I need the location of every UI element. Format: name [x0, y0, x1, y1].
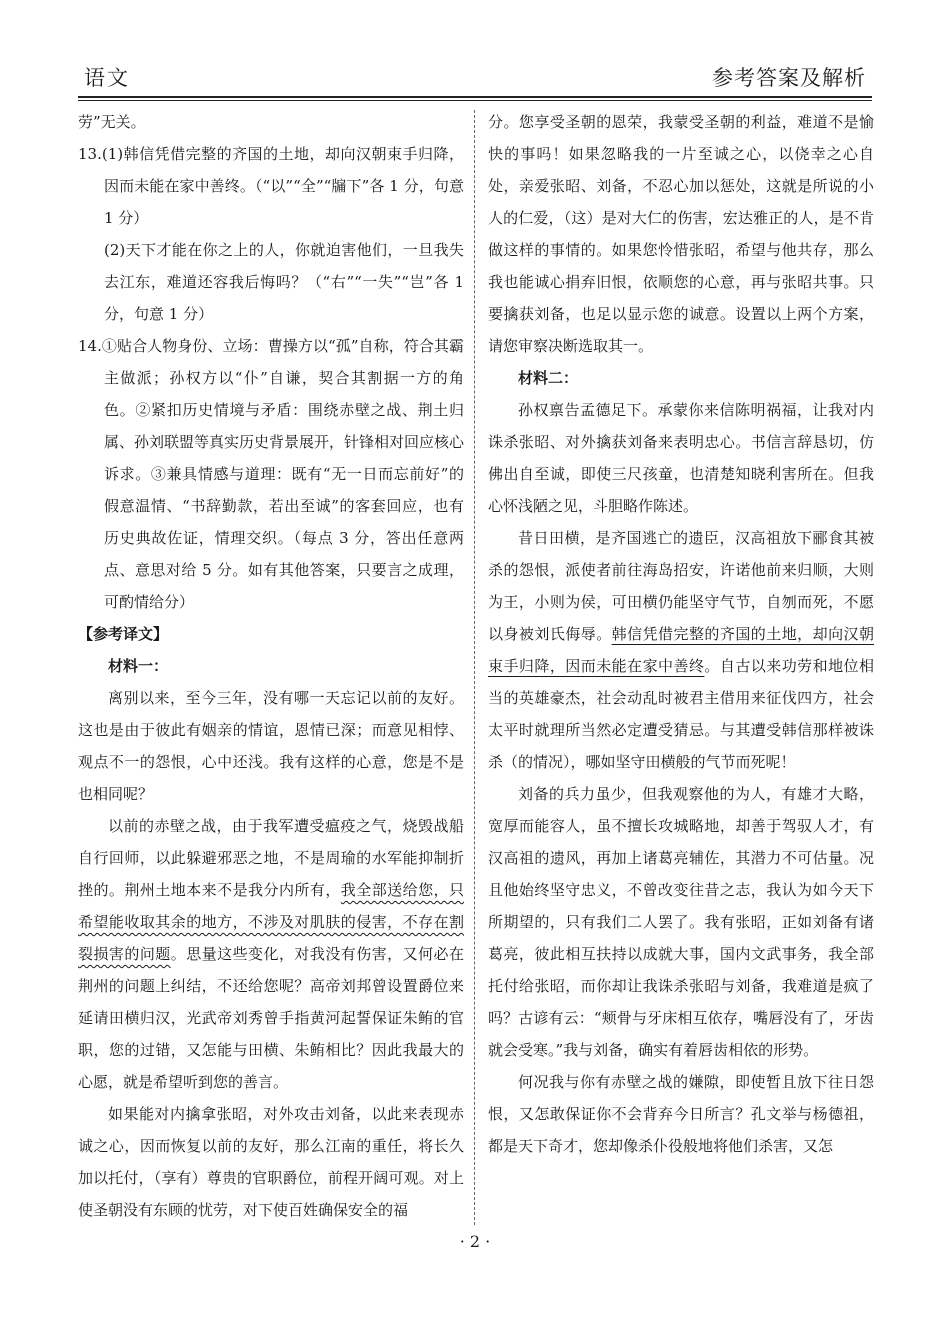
text-run: 。自古以来功劳和地位相当的英雄豪杰，社会动乱时被君主借用来征伐四方，社会太平时就理所当然必定遭受猜忌。与其遭受韩信那样被诛杀（的情况），哪如坚守田横般的气节而死呢！: [488, 657, 874, 771]
material-2-heading: 材料二：: [518, 369, 579, 387]
material-1-heading: 材料一：: [108, 657, 169, 675]
text-run: 以前的赤壁之战，由于我军遭受瘟疫之气，烧毁战船自行回师，以此躲避邪恶之地，不是周瑜的水军能抑制折挫的。荆州土地本来不是我分内所有，: [78, 817, 464, 899]
header-rule-thin: [78, 100, 872, 101]
material-2-paragraph: [488, 522, 874, 778]
wavy-underlined-text: 我全部送给您，只希望能收取其余的地方，不涉及对肌肤的侵害，不存在割裂损害的问题: [78, 881, 464, 963]
material-1-paragraph: [78, 810, 464, 1098]
material-1-paragraph: 离别以来，至今三年，没有哪一天忘记以前的友好。这也是由于彼此有姻亲的情谊，恩情已深；而意见相悖、观点不一的怨恨，心中还浅。我有这样的心意，您是不是也相同呢？: [78, 689, 464, 803]
underlined-text: 韩信凭借完整的齐国的土地，却向汉朝束手归降，因而未能在家中善终: [488, 625, 874, 675]
answer-14: 14.①贴合人物身份、立场：曹操方以“孤”自称，符合其霸主做派；孙权方以“仆”自谦，契合其割据一方的角色。②紧扣历史情境与矛盾：围绕赤壁之战、荆土归属、孙刘联盟等真实历史背景展开，针锋相对回应核心诉求。③兼具情感与道理：既有“无一日而忘前好”的假意温情、“书辞勤款，若出至诚”的客套回应，也有历史典故佐证，情理交织。（每点 3 分，答出任意两点、意思对给 5 分。如有其他答案，只要言之成理，可酌情给分）: [78, 337, 465, 611]
left-column: [78, 106, 464, 1226]
material-1-paragraph: 如果能对内擒拿张昭，对外攻击刘备，以此来表现赤诚之心，因而恢复以前的友好，那么江南的重任，将长久加以托付，（享有）尊贵的官职爵位，前程开阔可观。对上使圣朝没有东顾的忧劳，对下使百姓确保安全的福: [78, 1105, 464, 1219]
reference-translation-heading: 【参考译文】: [78, 625, 169, 643]
page-number: · 2 ·: [459, 1232, 491, 1251]
answer-13-1: 13.(1)韩信凭借完整的齐国的土地，却向汉朝束手归降，因而未能在家中善终。（“以”“全”“牖下”各 1 分，句意 1 分）: [78, 145, 464, 227]
page-header: [78, 52, 872, 98]
material-2-paragraph: 刘备的兵力虽少，但我观察他的为人，有雄才大略，宽厚而能容人，虽不擅长攻城略地，却善于驾驭人才，有汉高祖的遗风，再加上诸葛亮辅佐，其潜力不可估量。况且他始终坚守忠义，不曾改变往昔之志，我认为如今天下所期望的，只有我们二人罢了。我有张昭，正如刘备有诸葛亮，彼此相互扶持以成就大事，国内文武事务，我全部托付给张昭，而你却让我诛杀张昭与刘备，我难道是疯了吗？古谚有云：“颊骨与牙床相互依存，嘴唇没有了，牙齿就会受寒。”我与刘备，确实有着唇齿相依的形势。: [488, 785, 874, 1059]
material-1-continued: 分。您享受圣朝的恩荣，我蒙受圣朝的利益，难道不是愉快的事吗！如果忽略我的一片至诚之心，以侥幸之心自处，亲爱张昭、刘备，不忍心加以惩处，这就是所说的小人的仁爱，（这）是对大仁的伤害，宏达雅正的人，是不肯做这样的事情的。如果您怜惜张昭，希望与他共存，那么我也能诚心捐弃旧恨，依顺您的心意，再与张昭共事。只要擒获刘备，也足以显示您的诚意。设置以上两个方案，请您审察决断选取其一。: [488, 113, 874, 355]
subject-label: 语文: [84, 66, 130, 90]
answer-tail: 劳”无关。: [78, 113, 146, 131]
material-2-paragraph: 何况我与你有赤壁之战的嫌隙，即使暂且放下往日怨恨，又怎敢保证你不会背弃今日所言？孔文举与杨德祖，都是天下奇才，您却像杀仆役般地将他们杀害，又怎: [488, 1073, 874, 1155]
material-2-paragraph: 孙权禀告孟德足下。承蒙你来信陈明祸福，让我对内诛杀张昭、对外擒获刘备来表明忠心。书信言辞恳切，仿佛出自至诚，即使三尺孩童，也清楚知晓利害所在。但我心怀浅陋之见，斗胆略作陈述。: [488, 401, 874, 515]
right-column: [488, 106, 874, 1162]
text-run: 昔日田横，是齐国逃亡的遗臣，汉高祖放下郦食其被杀的怨恨，派使者前往海岛招安，许诺他前来归顺，大则为王，小则为侯，可田横仍能坚守气节，自刎而死，不愿以身被刘氏侮辱。: [488, 529, 874, 643]
column-divider: [474, 110, 475, 1225]
section-title: 参考答案及解析: [712, 66, 866, 90]
answer-13-2: (2)天下才能在你之上的人，你就迫害他们，一旦我失去江东，难道还容我后悔吗？（“右”“一失”“岂”各 1 分，句意 1 分）: [104, 241, 464, 323]
text-run: 。思量这些变化，对我没有伤害，又何必在荆州的问题上纠结，不还给您呢？高帝刘邦曾设置爵位来延请田横归汉，光武帝刘秀曾手指黄河起誓保证朱鲔的官职，您的过错，又怎能与田横、朱鲔相比？因此我最大的心愿，就是希望听到您的善言。: [78, 945, 464, 1091]
header-rule-thick: [78, 96, 872, 98]
